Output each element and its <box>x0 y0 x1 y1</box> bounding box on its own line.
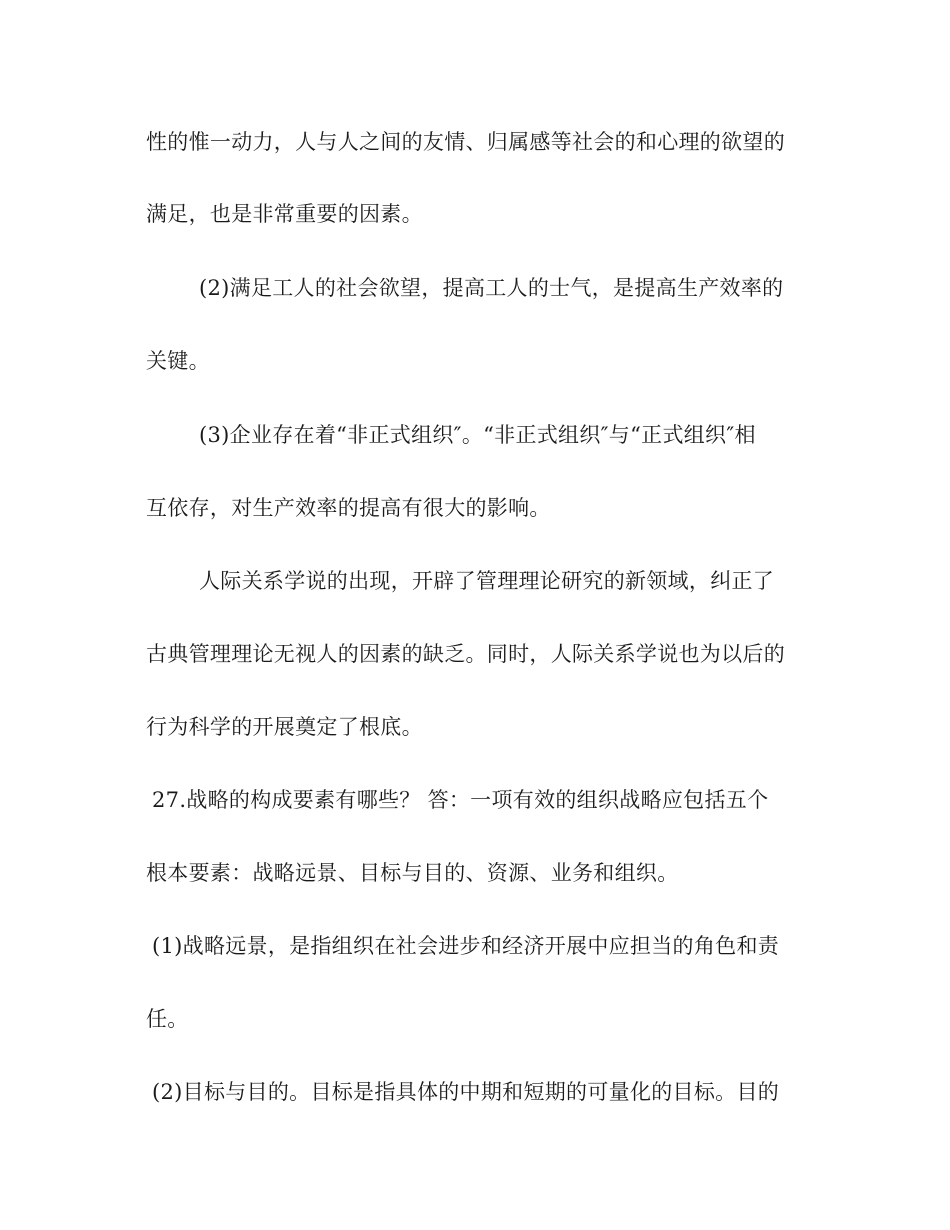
paragraph-line: (2)满足工人的社会欲望，提高工人的士气，是提高生产效率的 <box>199 276 784 300</box>
paragraph-line: 古典管理理论无视人的因素的缺乏。同时，人际关系学说也为以后的 <box>146 642 785 666</box>
paragraph-line: (2)目标与目的。目标是指具体的中期和短期的可量化的目标。目的 <box>152 1080 780 1104</box>
paragraph-line: 性的惟一动力，人与人之间的友情、归属感等社会的和心理的欲望的 <box>146 130 785 154</box>
paragraph-line: (1)战略远景，是指组织在社会进步和经济开展中应担当的角色和责 <box>152 934 780 958</box>
paragraph-line: 关键。 <box>146 349 210 373</box>
paragraph-line: 互依存，对生产效率的提高有很大的影响。 <box>146 496 551 520</box>
paragraph-line: 满足，也是非常重要的因素。 <box>146 202 423 226</box>
paragraph-line: 行为科学的开展奠定了根底。 <box>146 715 423 739</box>
paragraph-line: 任。 <box>146 1007 189 1031</box>
question-line: 27.战略的构成要素有哪些？ 答：一项有效的组织战略应包括五个 <box>152 788 769 812</box>
paragraph-line: (3)企业存在着“非正式组织″。“非正式组织″与“正式组织″相 <box>199 423 756 447</box>
paragraph-line: 人际关系学说的出现，开辟了管理理论研究的新领域，纠正了 <box>199 569 775 593</box>
paragraph-line: 根本要素：战略远景、目标与目的、资源、业务和组织。 <box>146 861 679 885</box>
